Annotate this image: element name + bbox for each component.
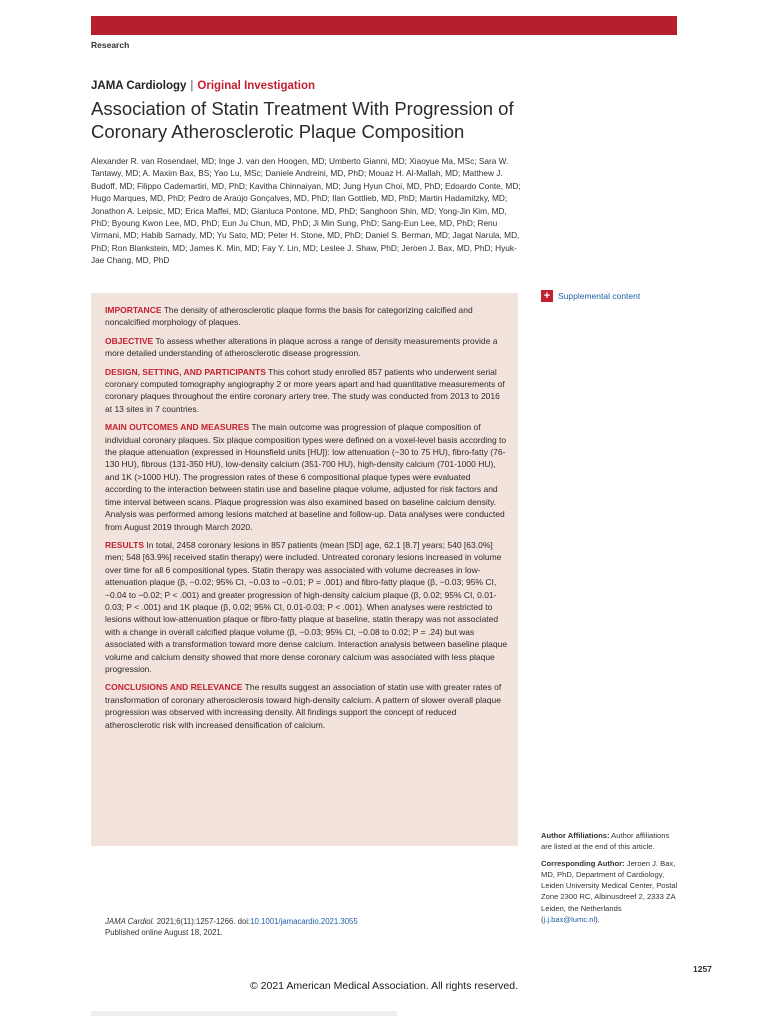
abstract-importance	[105, 304, 509, 329]
abstract-outcomes	[105, 421, 509, 533]
published-date: Published online August 18, 2021.	[105, 928, 223, 937]
plus-icon: +	[541, 290, 553, 302]
section-text: The main outcome was progression of plaque composition of individual coronary plaques. Six plaque composition types were defined on a voxel-level basis according to the plaque attenuation (expressed in Hounsfield units [HU]): low attenuation (−30 to 75 HU), fibro-fatty (76-130 HU), fibrous (131-350 HU), low-density calcium (351-700 HU), high-density calcium (701-1000 HU), and 1K (>1000 HU). The progression rates of these 6 compositional plaque types were evaluated according to the interaction between statin use and baseline plaque volume, adjusted for risk factors and time interval between scans. Plaque progression was also examined based on baseline calcium density. Analysis was performed among lesions matched at baseline and follow-up. Data analyses were conducted from August 2019 through March 2020.	[105, 422, 507, 532]
author-list: Alexander R. van Rosendael, MD; Inge J. van den Hoogen, MD; Umberto Gianni, MD; Xiaoyue Ma, MSc; Sara W. Tantawy, MD; A. Maxim Bax, BS; Yao Lu, MSc; Daniele Andreini, MD, PhD; Mouaz H. Al-Mallah, MD; Matthew J. Budoff, MD; Filippo Cademartiri, MD, PhD; Kavitha Chinnaiyan, MD; Jung Hyun Choi, MD, PhD; Edoardo Conte, MD; Hugo Marques, MD, PhD; Pedro de Araújo Gonçalves, MD, PhD; Ilan Gottlieb, MD, PhD; Martin Hadamitzky, MD; Jonathon A. Leipsic, MD; Erica Maffei, MD; Gianluca Pontone, MD, PhD; Sanghoon Shin, MD; Yong-Jin Kim, MD, PhD; Byoung Kwon Lee, MD, PhD; Eun Ju Chun, MD, PhD; Ji Min Sung, PhD; Sang-Eun Lee, MD, PhD; Renu Virmani, MD; Habib Samady, MD; Yu Sato, MD; Peter H. Stone, MD, PhD; Daniel S. Berman, MD; Jagat Narula, MD, PhD; Ron Blankstein, MD; James K. Min, MD; Fay Y. Lin, MD; Leslee J. Shaw, PhD; Jeroen J. Bax, MD, PhD; Hyuk-Jae Chang, MD, PhD	[91, 156, 521, 266]
article-title: Association of Statin Treatment With Progression of Coronary Atherosclerotic Plaque Composition	[91, 98, 514, 142]
corresponding-heading: Corresponding Author:	[541, 858, 625, 868]
author-affiliations	[541, 830, 681, 853]
section-heading: RESULTS	[105, 539, 145, 550]
abstract	[105, 304, 509, 737]
supplemental-label[interactable]: Supplemental content	[558, 291, 641, 301]
corresponding-text: Jeroen J. Bax, MD, PhD, Department of Cardiology, Leiden University Medical Center, Postal Zone 2300 RC, Albinusdreef 2, 2333 ZA Leiden, the Netherlands (	[541, 858, 678, 925]
abstract-design	[105, 366, 509, 416]
article-type: Original Investigation	[197, 80, 315, 92]
journal-name: JAMA Cardiology	[91, 80, 187, 92]
page-number: 1257	[693, 964, 712, 974]
journal-line	[91, 80, 315, 92]
abstract-results	[105, 539, 509, 675]
section-text: This cohort study enrolled 857 patients who underwent serial coronary computed tomography angiography 2 or more years apart and had quantitative measurements of coronary plaques throughout the entire coronary artery tree. The study was conducted from 2013 to 2016 at 13 sites in 7 countries.	[105, 366, 505, 414]
affiliations-text: Author affiliations are listed at the end of this article.	[541, 831, 670, 852]
section-heading: MAIN OUTCOMES AND MEASURES	[105, 422, 250, 433]
citation-details: 2021;6(11):1257-1266. doi:	[154, 917, 251, 926]
email-link[interactable]: j.j.bax@lumc.nl	[543, 915, 596, 925]
section-text: To assess whether alterations in plaque across a range of density measurements provide a more detailed understanding of atherosclerotic disease progression.	[105, 335, 498, 359]
abstract-conclusions	[105, 681, 509, 731]
doi-link[interactable]: 10.1001/jamacardio.2021.3055	[250, 917, 358, 926]
section-heading: CONCLUSIONS AND RELEVANCE	[105, 682, 243, 693]
supplemental-content-link[interactable]	[541, 290, 640, 302]
citation-journal: JAMA Cardiol.	[105, 917, 155, 926]
bottom-divider	[91, 1011, 397, 1016]
citation	[105, 916, 358, 938]
section-text: The density of atherosclerotic plaque forms the basis for categorizing calcified and noncalcified morphology of plaques.	[105, 305, 473, 328]
affiliations-heading: Author Affiliations:	[541, 831, 610, 840]
sidebar-notes	[541, 830, 681, 930]
section-label: Research	[91, 40, 130, 50]
section-heading: IMPORTANCE	[105, 305, 162, 315]
corresponding-author	[541, 858, 681, 926]
separator: |	[190, 80, 194, 92]
citation-ref	[105, 916, 358, 927]
section-text: The results suggest an association of statin use with greater rates of transformation of coronary atherosclerosis toward high-density calcium. A pattern of slower overall plaque progression was observed with increasing density. All findings support the concept of reduced atherosclerotic risk with increased densification of calcium.	[105, 682, 502, 730]
section-heading: DESIGN, SETTING, AND PARTICIPANTS	[105, 366, 266, 377]
section-text: In total, 2458 coronary lesions in 857 patients (mean [SD] age, 62.1 [8.7] years; 540 [63.0%] men; 548 [63.9%] received statin therapy) were included. Untreated coronary lesions increased in volume over time for all 6 compositional types. Statin therapy was associated with volume decreases in low-attenuation plaque (β, −0.02; 95% CI, −0.03 to −0.01; P = .001) and fibro-fatty plaque (β, −0.03; 95% CI, −0.04 to −0.02; P < .001) and greater progression of high-density calcium plaque (β, 0.02; 95% CI, 0.01-0.03; P < .001) and 1K plaque (β, 0.02; 95% CI, 0.01-0.03; P < .001). When analyses were restricted to lesions without low-attenuation plaque or fibro-fatty plaque at baseline, statin therapy was not associated with a change in overall calcified plaque volume (β, −0.03; 95% CI, −0.08 to 0.02; P = .24) but was associated with a transformation toward more dense calcium. Interaction analysis between baseline plaque volume and calcium density showed that more dense coronary calcium was associated with less plaque progression.	[105, 539, 508, 674]
section-heading: OBJECTIVE	[105, 335, 154, 346]
journal-header-bar	[91, 16, 677, 35]
abstract-objective	[105, 335, 509, 360]
copyright-notice: © 2021 American Medical Association. All rights reserved.	[250, 980, 519, 992]
corresponding-end: ).	[595, 915, 600, 925]
